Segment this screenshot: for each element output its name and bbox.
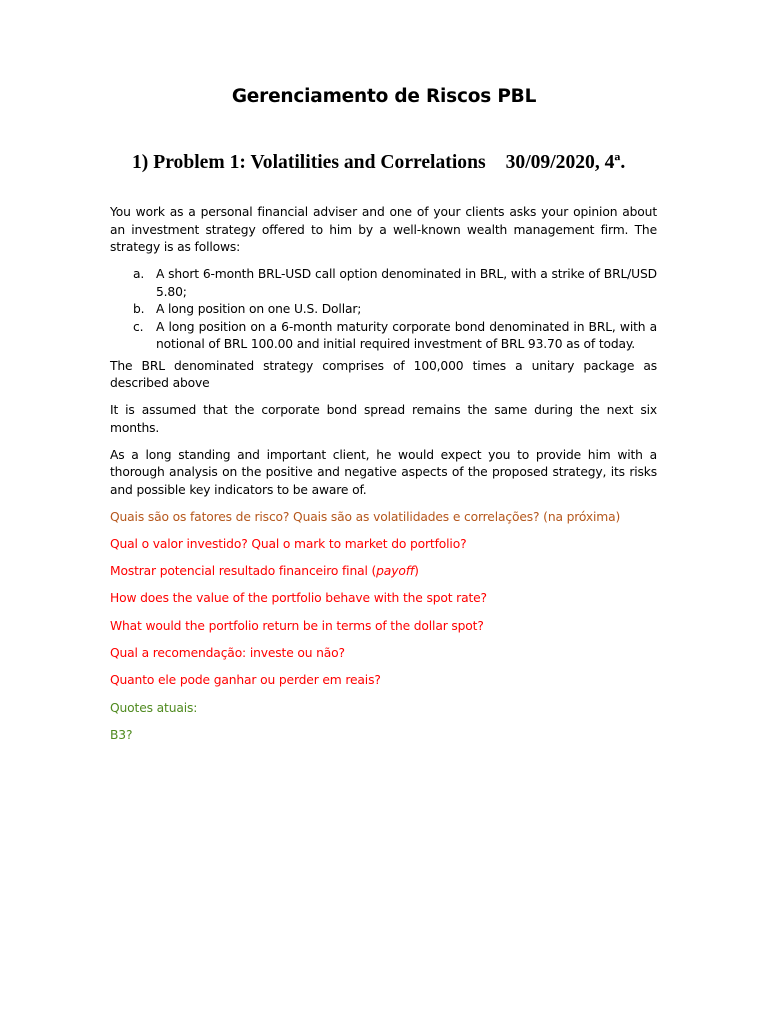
list-item — [110, 319, 657, 354]
bond-spread-paragraph: It is assumed that the corporate bond spread remains the same during the next six months. — [110, 403, 657, 435]
list-item-text: A long position on a 6-month maturity corporate bond denominated in BRL, with a notional of BRL 100.00 and initial required investment of BRL 93.70 as of today. — [156, 319, 657, 351]
note-quotes: Quotes atuais: — [110, 700, 198, 715]
question-payoff-prefix: Mostrar potencial resultado financeiro final ( — [110, 564, 377, 579]
question-portfolio-return: What would the portfolio return be in terms of the dollar spot? — [110, 618, 484, 633]
list-item-text: A long position on one U.S. Dollar; — [156, 302, 362, 316]
list-marker: b. — [133, 302, 145, 316]
question-gain-loss: Quanto ele pode ganhar ou perder em reais? — [110, 673, 381, 688]
question-portfolio-behavior: How does the value of the portfolio behave with the spot rate? — [110, 591, 487, 606]
list-marker: c. — [133, 319, 144, 334]
client-analysis-paragraph: As a long standing and important client, he would expect you to provide him with a thorough analysis on the positive and negative aspects of the proposed strategy, its risks and possible key indicators to be aware of. — [110, 447, 657, 497]
intro-paragraph: You work as a personal financial adviser and one of your clients asks your opinion about an investment strategy offered to him by a well-known wealth management firm. The strategy is as follows: — [110, 205, 657, 254]
problem-date: 30/09/2020, 4ª. — [505, 152, 626, 173]
list-item-text: A short 6-month BRL-USD call option denominated in BRL, with a strike of BRL/USD 5.80; — [156, 267, 657, 299]
question-payoff-italic: payoff — [376, 564, 415, 579]
list-item — [110, 266, 657, 301]
question-risk-factors: Quais são os fatores de risco? Quais são as volatilidades e correlações? (na próxima) — [110, 509, 621, 524]
problem-heading-text: 1) Problem 1: Volatilities and Correlations — [132, 152, 486, 173]
question-payoff — [110, 563, 657, 581]
question-invested-value: Qual o valor investido? Qual o mark to market do portfolio? — [110, 536, 467, 551]
document-title: Gerenciamento de Riscos PBL — [231, 86, 537, 107]
document-body — [110, 204, 657, 754]
question-payoff-suffix: ) — [414, 564, 419, 579]
problem-heading — [132, 152, 672, 174]
question-recommendation: Qual a recomendação: investe ou não? — [110, 645, 345, 660]
strategy-list — [110, 266, 657, 354]
strategy-paragraph: The BRL denominated strategy comprises of 100,000 times a unitary package as described above — [110, 358, 657, 390]
list-item — [110, 301, 657, 319]
list-marker: a. — [133, 267, 145, 281]
note-b3: B3? — [110, 727, 133, 742]
